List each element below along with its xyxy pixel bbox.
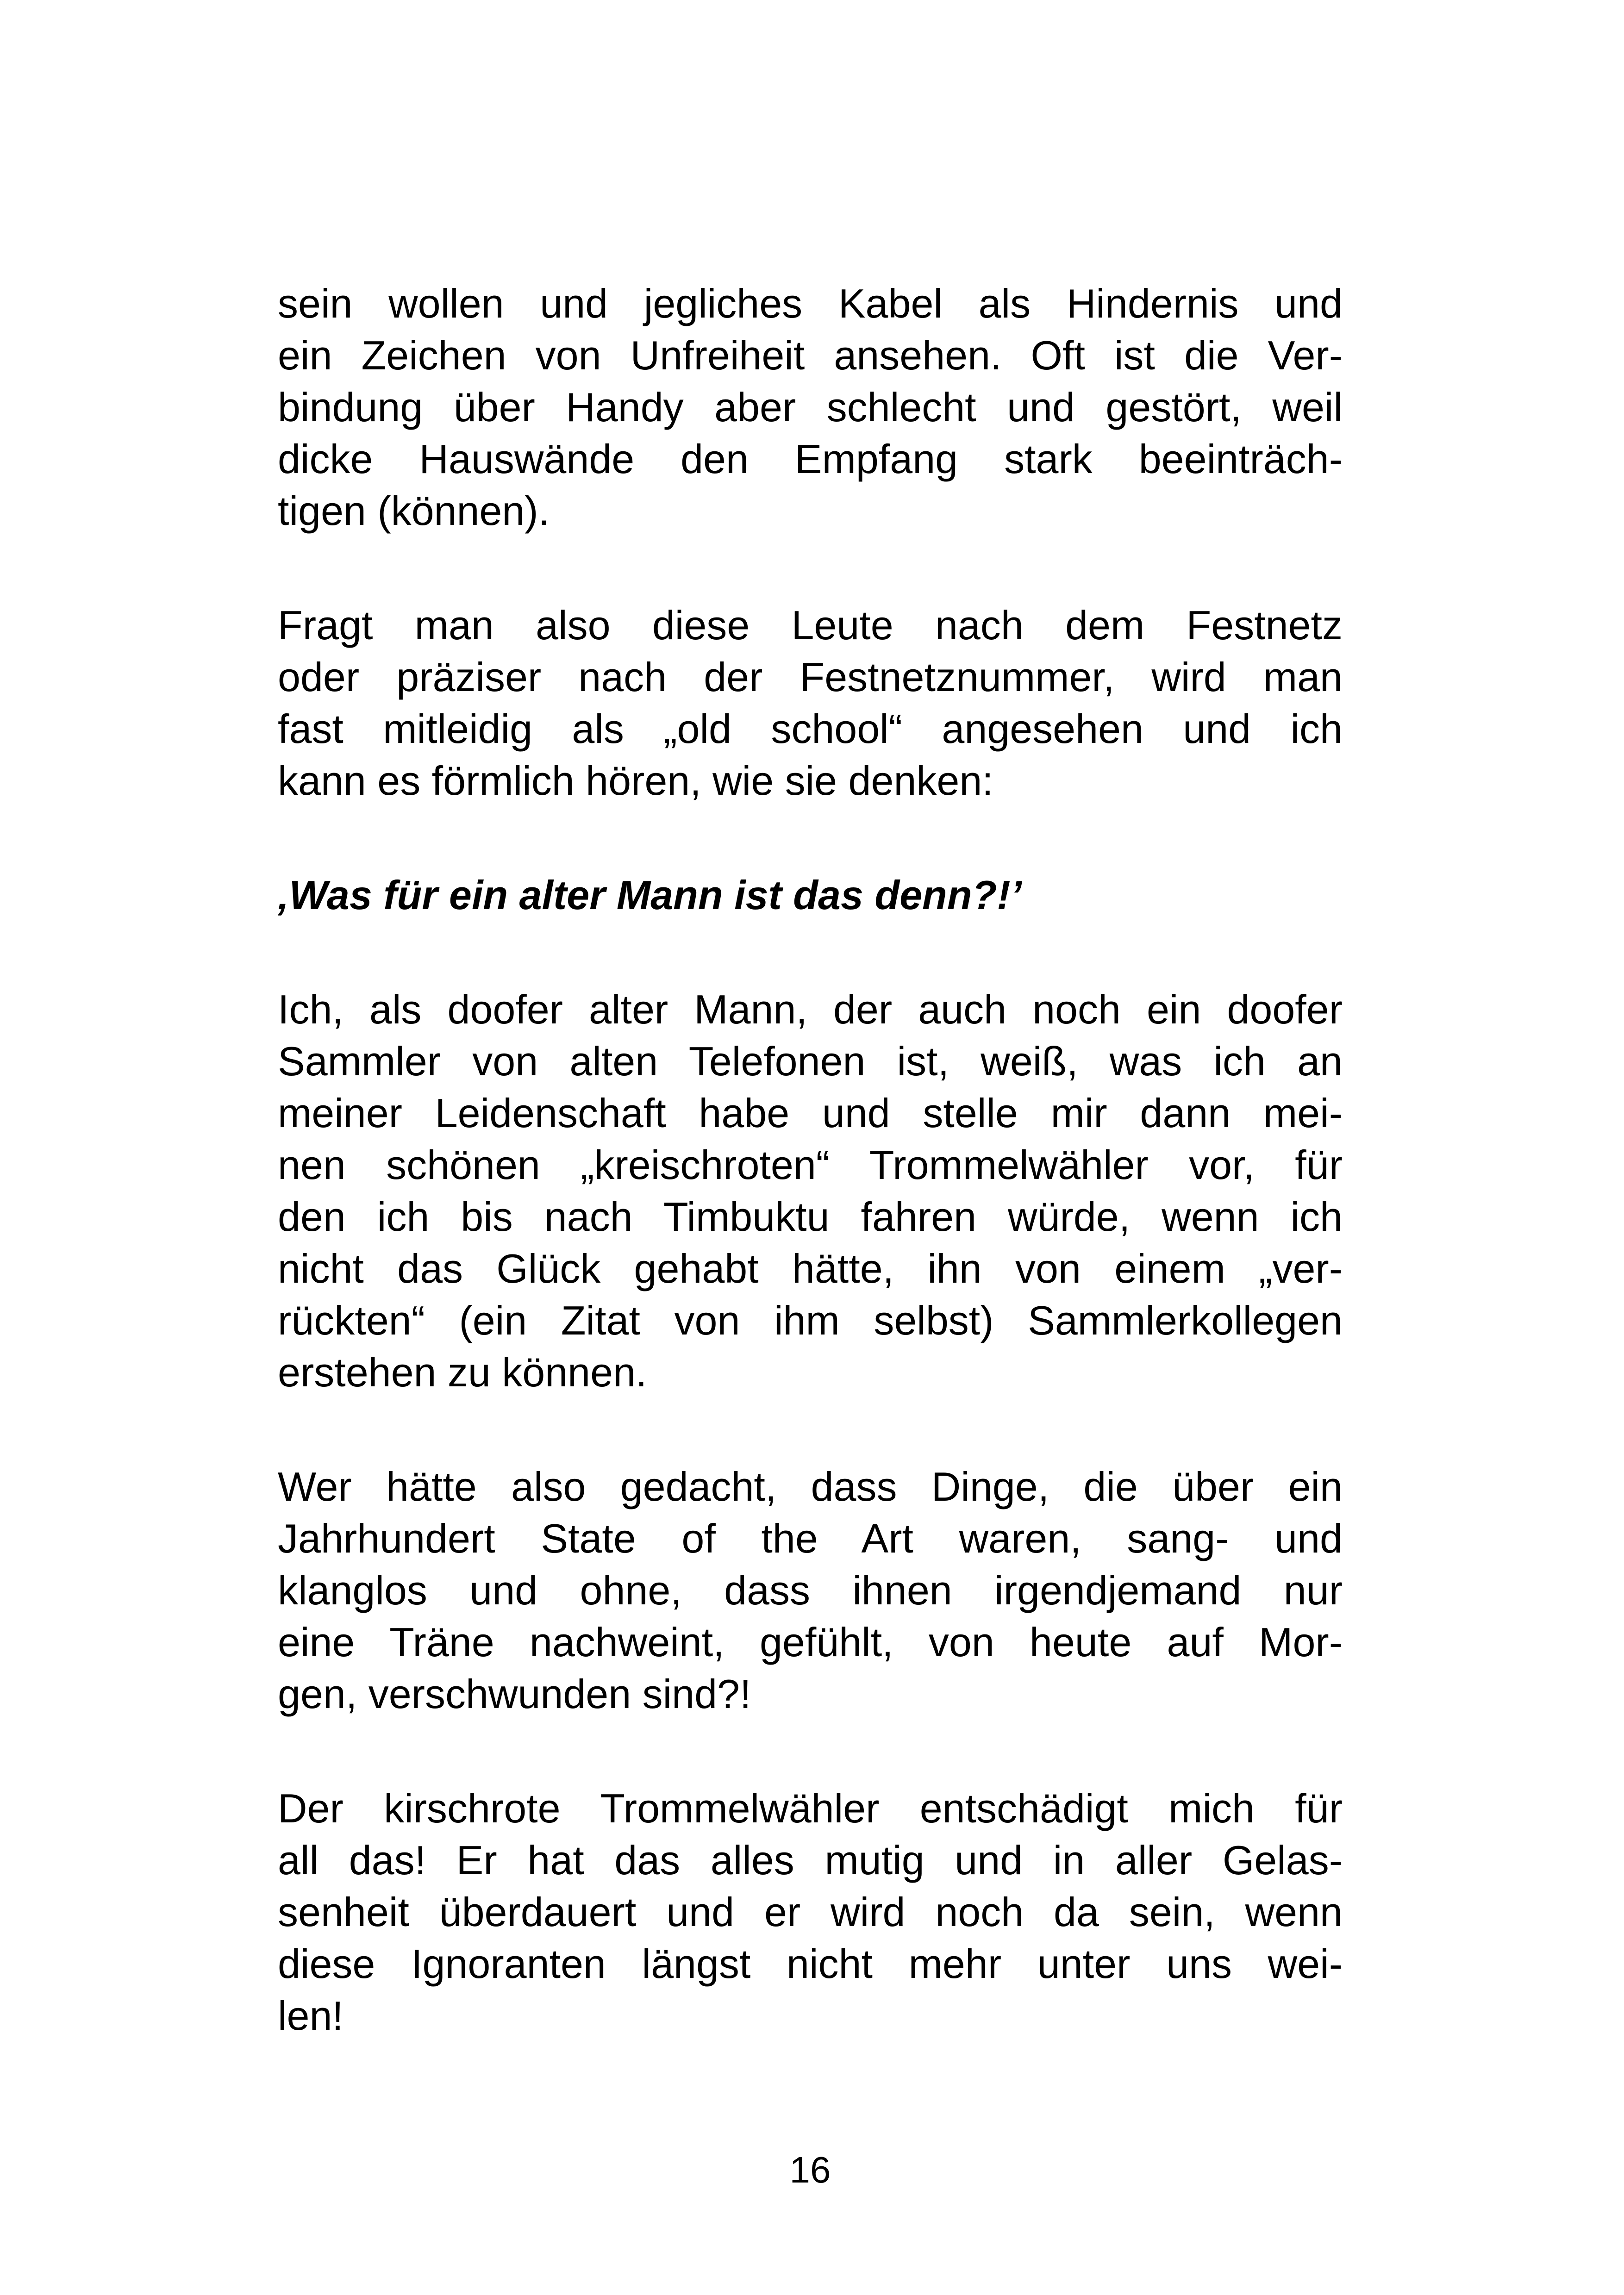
text-line: meiner Leidenschaft habe und stelle mir dann mei- — [278, 1090, 1343, 1136]
text-line: ein Zeichen von Unfreiheit ansehen. Oft ist die Ver- — [278, 332, 1343, 378]
body-paragraph — [278, 984, 1343, 1398]
page-footer — [278, 2149, 1343, 2190]
text-line: rückten“ (ein Zitat von ihm selbst) Sammlerkollegen — [278, 1297, 1343, 1343]
text-line: nen schönen „kreischroten“ Trommelwähler vor, für — [278, 1142, 1343, 1188]
text-line: oder präziser nach der Festnetznummer, wird man — [278, 654, 1343, 700]
text-line: len! — [278, 1993, 344, 2039]
text-line: sein wollen und jegliches Kabel als Hindernis und — [278, 281, 1343, 326]
text-line: eine Träne nachweint, gefühlt, von heute auf Mor- — [278, 1619, 1343, 1665]
body-paragraph — [278, 599, 1343, 807]
text-line: senheit überdauert und er wird noch da sein, wenn — [278, 1889, 1343, 1935]
text-line: Fragt man also diese Leute nach dem Festnetz — [278, 602, 1343, 648]
text-line: kann es förmlich hören, wie sie denken: — [278, 758, 993, 804]
text-line: bindung über Handy aber schlecht und gestört, weil — [278, 384, 1343, 430]
text-line: ‚Was für ein alter Mann ist das denn?!’ — [278, 872, 1022, 918]
text-line: diese Ignoranten längst nicht mehr unter uns wei- — [278, 1941, 1343, 1987]
text-line: Der kirschrote Trommelwähler entschädigt mich für — [278, 1785, 1343, 1831]
quote-paragraph — [278, 869, 1343, 921]
text-line: Jahrhundert State of the Art waren, sang- und — [278, 1515, 1343, 1561]
body-paragraph — [278, 1783, 1343, 2042]
text-line: Ich, als doofer alter Mann, der auch noch ein doofer — [278, 986, 1343, 1032]
page-number: 16 — [789, 2149, 831, 2190]
text-line: den ich bis nach Timbuktu fahren würde, wenn ich — [278, 1194, 1343, 1240]
body-paragraph — [278, 278, 1343, 537]
text-line: klanglos und ohne, dass ihnen irgendjemand nur — [278, 1567, 1343, 1613]
body-text — [278, 278, 1343, 2042]
text-line: gen, verschwunden sind?! — [278, 1671, 751, 1717]
body-paragraph — [278, 1461, 1343, 1720]
text-line: tigen (können). — [278, 488, 550, 534]
text-line: fast mitleidig als „old school“ angesehen und ich — [278, 706, 1343, 752]
text-line: erstehen zu können. — [278, 1349, 647, 1395]
text-line: Sammler von alten Telefonen ist, weiß, was ich an — [278, 1038, 1343, 1084]
text-line: Wer hätte also gedacht, dass Dinge, die über ein — [278, 1464, 1343, 1509]
text-line: nicht das Glück gehabt hätte, ihn von einem „ver- — [278, 1246, 1343, 1291]
text-line: dicke Hauswände den Empfang stark beeinträch- — [278, 436, 1343, 482]
text-line: all das! Er hat das alles mutig und in aller Gelas- — [278, 1837, 1343, 1883]
